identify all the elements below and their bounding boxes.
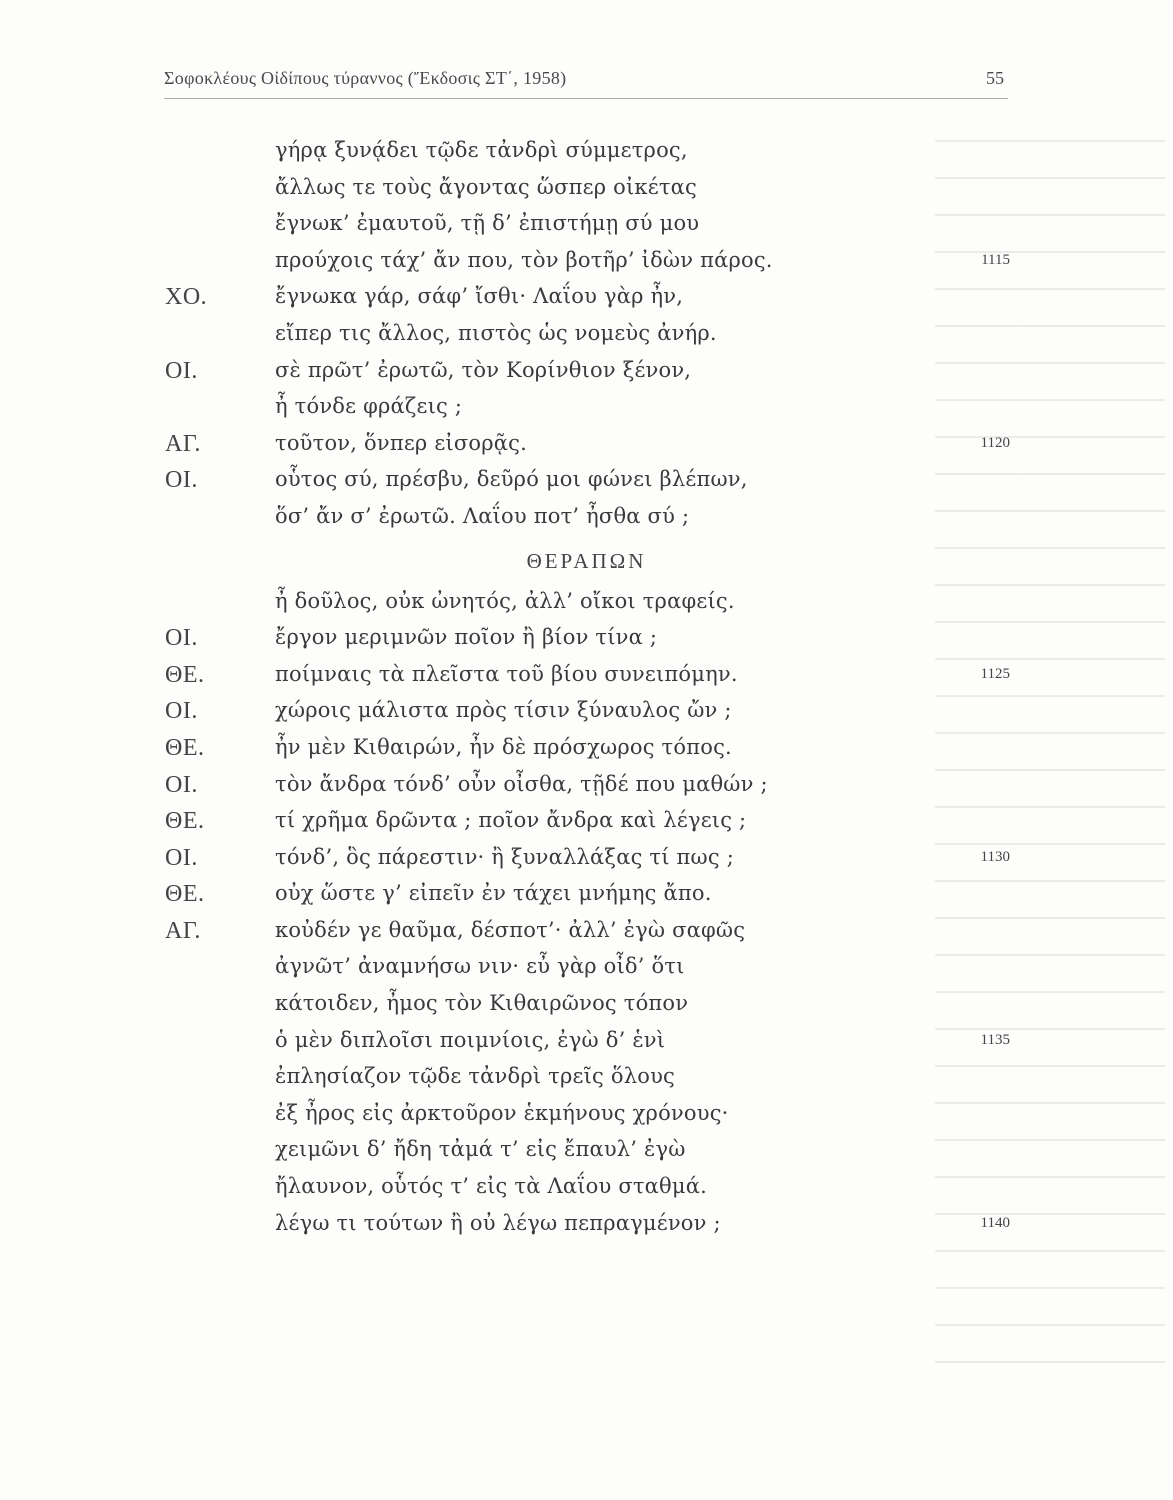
verse-line — [0, 808, 1173, 845]
verse-line — [0, 918, 1173, 955]
line-number: 1115 — [981, 251, 1010, 268]
verse-text-line: λέγω τι τούτων ἢ οὐ λέγω πεπραγμένον ; — [275, 1210, 721, 1235]
verse-line — [0, 881, 1173, 918]
speaker-label: ΟΙ. — [165, 771, 198, 798]
verse-line — [0, 954, 1173, 991]
verse-text-line: ἄλλως τε τοὺς ἄγοντας ὥσπερ οἰκέτας — [275, 174, 697, 199]
speaker-label: ΟΙ. — [165, 467, 198, 494]
verse-text-line: ἐπλησίαζον τῷδε τἀνδρὶ τρεῖς ὅλους — [275, 1064, 676, 1089]
verse-text-line: κάτοιδεν, ἦμος τὸν Κιθαιρῶνος τόπον — [275, 991, 689, 1016]
verse-text-line: ἦ τόνδε φράζεις ; — [275, 394, 463, 419]
verse-line — [0, 845, 1173, 882]
character-heading — [0, 541, 1173, 589]
page-number: 55 — [986, 68, 1004, 88]
speaker-label: ΟΙ. — [165, 698, 198, 725]
line-number: 1125 — [980, 665, 1010, 682]
verse-text-line: ἔγνωκα γάρ, σάφ’ ἴσθι· Λαΐου γὰρ ἦν, — [275, 284, 684, 309]
verse-line — [0, 1064, 1173, 1101]
speaker-label: ΘΕ. — [165, 661, 205, 688]
verse-text-line: οὐχ ὥστε γ’ εἰπεῖν ἐν τάχει μνήμης ἄπο. — [275, 881, 712, 906]
line-number: 1130 — [980, 848, 1010, 865]
speaker-label: ΟΙ. — [165, 357, 198, 384]
speaker-label: ΧΟ. — [165, 284, 208, 311]
speaker-label: ΘΕ. — [165, 734, 205, 761]
verse-text-line: ἦ δοῦλος, οὐκ ὠνητός, ἀλλ’ οἴκοι τραφείς. — [275, 588, 735, 613]
verse-line — [0, 358, 1173, 395]
verse-text-line: τί χρῆμα δρῶντα ; ποῖον ἄνδρα καὶ λέγεις ; — [275, 808, 747, 833]
character-heading-label: ΘΕΡΑΠΩΝ — [526, 548, 647, 573]
speaker-label: ΘΕ. — [165, 881, 205, 908]
verse-line — [0, 735, 1173, 772]
verse-text-line: ὅσ’ ἄν σ’ ἐρωτῶ. Λαΐου ποτ’ ἦσθα σύ ; — [275, 503, 690, 528]
verse-text-line: εἴπερ τις ἄλλος, πιστὸς ὡς νομεὺς ἀνήρ. — [275, 320, 717, 345]
running-title: Σοφοκλέους Οἰδίπους τύραννος (Ἔκδοσις ΣΤ΄, 1958) — [164, 68, 567, 88]
page-header — [164, 66, 1008, 99]
verse-line — [0, 321, 1173, 358]
verse-line — [0, 248, 1173, 285]
verse-text — [0, 138, 1173, 1247]
speaker-label: ΘΕ. — [165, 808, 205, 835]
verse-text-line: οὗτος σύ, πρέσβυ, δεῦρό μοι φώνει βλέπων, — [275, 467, 748, 492]
verse-text-line: ἀγνῶτ’ ἀναμνήσω νιν· εὖ γὰρ οἶδ’ ὅτι — [275, 954, 685, 979]
verse-section-1 — [0, 138, 1173, 541]
verse-text-line: ἔργον μεριμνῶν ποῖον ἢ βίον τίνα ; — [275, 625, 658, 650]
verse-section-2 — [0, 589, 1173, 1248]
verse-line — [0, 284, 1173, 321]
verse-line — [0, 589, 1173, 626]
verse-text-line: σὲ πρῶτ’ ἐρωτῶ, τὸν Κορίνθιον ξένον, — [275, 357, 692, 382]
verse-line — [0, 991, 1173, 1028]
verse-text-line: τὸν ἄνδρα τόνδ’ οὖν οἶσθα, τῇδέ που μαθών ; — [275, 771, 768, 796]
verse-line — [0, 698, 1173, 735]
verse-line — [0, 1211, 1173, 1248]
verse-line — [0, 1137, 1173, 1174]
line-number: 1135 — [980, 1031, 1010, 1048]
verse-text-line: ὁ μὲν διπλοῖσι ποιμνίοις, ἐγὼ δ’ ἑνὶ — [275, 1027, 666, 1052]
verse-line — [0, 662, 1173, 699]
verse-line — [0, 431, 1173, 468]
verse-line — [0, 211, 1173, 248]
line-number: 1120 — [980, 434, 1010, 451]
speaker-label: ΟΙ. — [165, 844, 198, 871]
speaker-label: ΑΓ. — [165, 430, 201, 457]
verse-line — [0, 138, 1173, 175]
verse-line — [0, 394, 1173, 431]
verse-line — [0, 175, 1173, 212]
verse-text-line: ἐξ ἦρος εἰς ἀρκτοῦρον ἑκμήνους χρόνους· — [275, 1100, 729, 1125]
verse-text-line: ἦν μὲν Κιθαιρών, ἦν δὲ πρόσχωρος τόπος. — [275, 734, 732, 759]
verse-line — [0, 1028, 1173, 1065]
verse-line — [0, 625, 1173, 662]
verse-text-line: κοὐδέν γε θαῦμα, δέσποτ’· ἀλλ’ ἐγὼ σαφῶς — [275, 917, 746, 942]
verse-line — [0, 1174, 1173, 1211]
verse-text-line: ποίμναις τὰ πλεῖστα τοῦ βίου συνειπόμην. — [275, 661, 738, 686]
verse-line — [0, 1101, 1173, 1138]
verse-text-line: ἤλαυνον, οὗτός τ’ εἰς τὰ Λαΐου σταθμά. — [275, 1174, 708, 1199]
verse-text-line: χώροις μάλιστα πρὸς τίσιν ξύναυλος ὤν ; — [275, 698, 732, 723]
verse-text-line: ἔγνωκ’ ἐμαυτοῦ, τῇ δ’ ἐπιστήμῃ σύ μου — [275, 211, 700, 236]
verse-text-line: γήρᾳ ξυνᾴδει τῷδε τἀνδρὶ σύμμετρος, — [275, 138, 688, 162]
verse-text-line: τοῦτον, ὅνπερ εἰσορᾷς. — [275, 430, 527, 455]
verse-line — [0, 467, 1173, 504]
verse-text-line: προύχοις τάχ’ ἄν που, τὸν βοτῆρ’ ἰδὼν πάρος. — [275, 247, 773, 272]
speaker-label: ΟΙ. — [165, 625, 198, 652]
verse-text-line: χειμῶνι δ’ ἤδη τἀμά τ’ εἰς ἔπαυλ’ ἐγὼ — [275, 1137, 686, 1162]
verse-line — [0, 504, 1173, 541]
speaker-label: ΑΓ. — [165, 917, 201, 944]
verse-line — [0, 772, 1173, 809]
line-number: 1140 — [980, 1214, 1010, 1231]
verse-text-line: τόνδ’, ὃς πάρεστιν· ἢ ξυναλλάξας τί πως ; — [275, 844, 734, 869]
